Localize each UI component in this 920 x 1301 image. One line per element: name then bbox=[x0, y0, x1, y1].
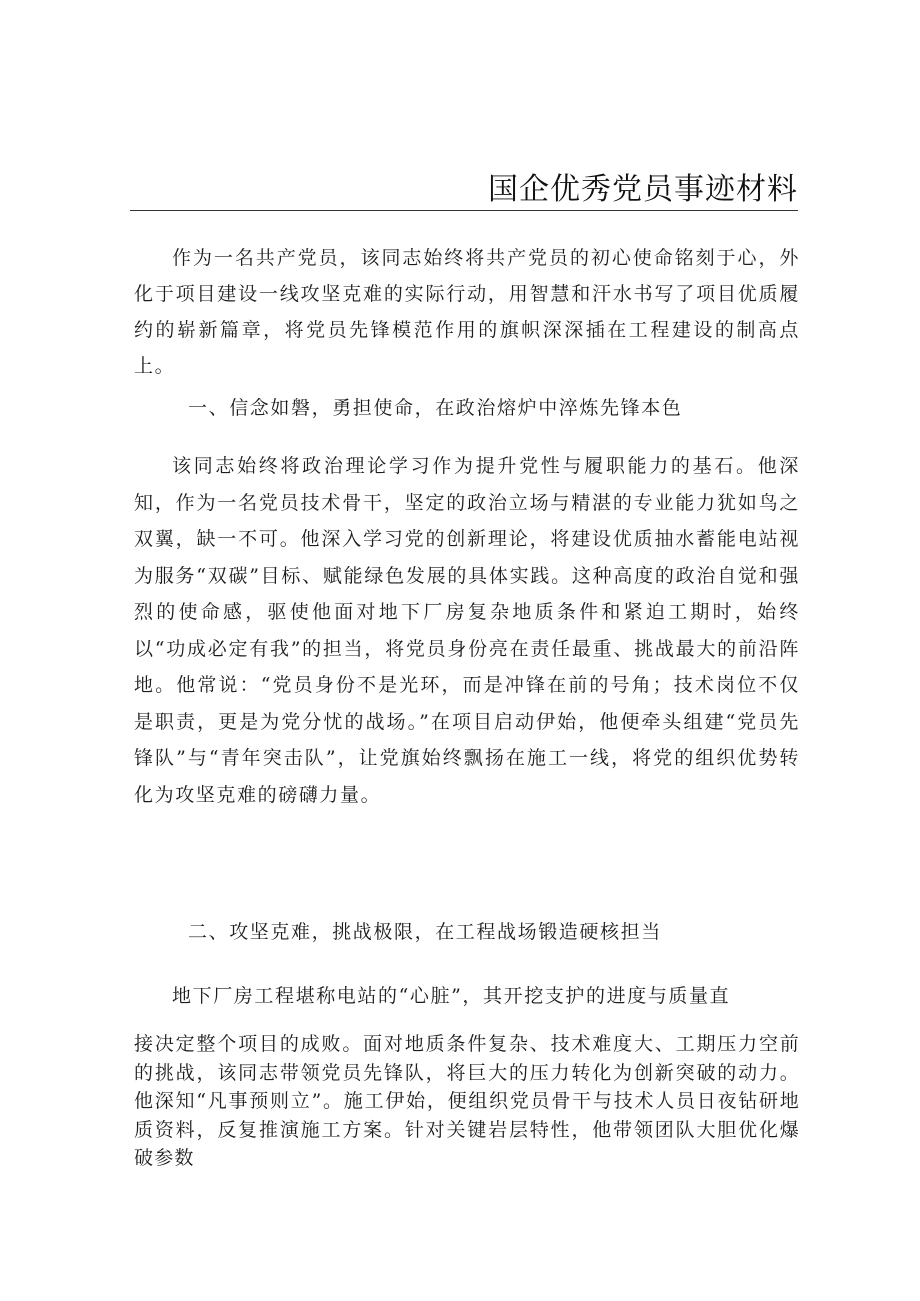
section-two-paragraph-continuation: 接决定整个项目的成败。面对地质条件复杂、技术难度大、工期压力空前的挑战，该同志带领党员先锋队，将巨大的压力转化为创新突破的动力。他深知“凡事预则立”。施工伊始，便组织党员骨干与技术人员日夜钻研地质资料，反复推演施工方案。针对关键岩层特性，他带领团队大胆优化爆破参数 bbox=[134, 1033, 800, 1169]
section-one-paragraph: 该同志始终将政治理论学习作为提升党性与履职能力的基石。他深知，作为一名党员技术骨干，坚定的政治立场与精湛的专业能力犹如鸟之双翼，缺一不可。他深入学习党的创新理论，将建设优质抽水蓄能电站视为服务“双碳”目标、赋能绿色发展的具体实践。这种高度的政治自觉和强烈的使命感，驱使他面对地下厂房复杂地质条件和紧迫工期时，始终以“功成必定有我”的担当，将党员身份亮在责任最重、挑战最大的前沿阵地。他常说：“党员身份不是光环，而是冲锋在前的号角；技术岗位不仅是职责，更是为党分忧的战场。”在项目启动伊始，他便牵头组建“党员先锋队”与“青年突击队”，让党旗始终飘扬在施工一线，将党的组织优势转化为攻坚克难的磅礴力量。 bbox=[134, 455, 800, 806]
section-two-paragraph-first-line: 地下厂房工程堪称电站的“心脏”，其开挖支护的进度与质量直 bbox=[172, 985, 731, 1007]
title-underline bbox=[130, 210, 798, 211]
section-one-heading: 一、信念如磐，勇担使命，在政治熔炉中淬炼先锋本色 bbox=[188, 397, 683, 419]
section-two-heading: 二、攻坚克难，挑战极限，在工程战场锻造硬核担当 bbox=[188, 921, 662, 943]
intro-paragraph: 作为一名共产党员，该同志始终将共产党员的初心使命铭刻于心，外化于项目建设一线攻坚克难的实际行动，用智慧和汗水书写了项目优质履约的崭新篇章，将党员先锋模范作用的旗帜深深插在工程建设的制高点上。 bbox=[134, 247, 800, 377]
document-title: 国企优秀党员事迹材料 bbox=[488, 172, 798, 207]
